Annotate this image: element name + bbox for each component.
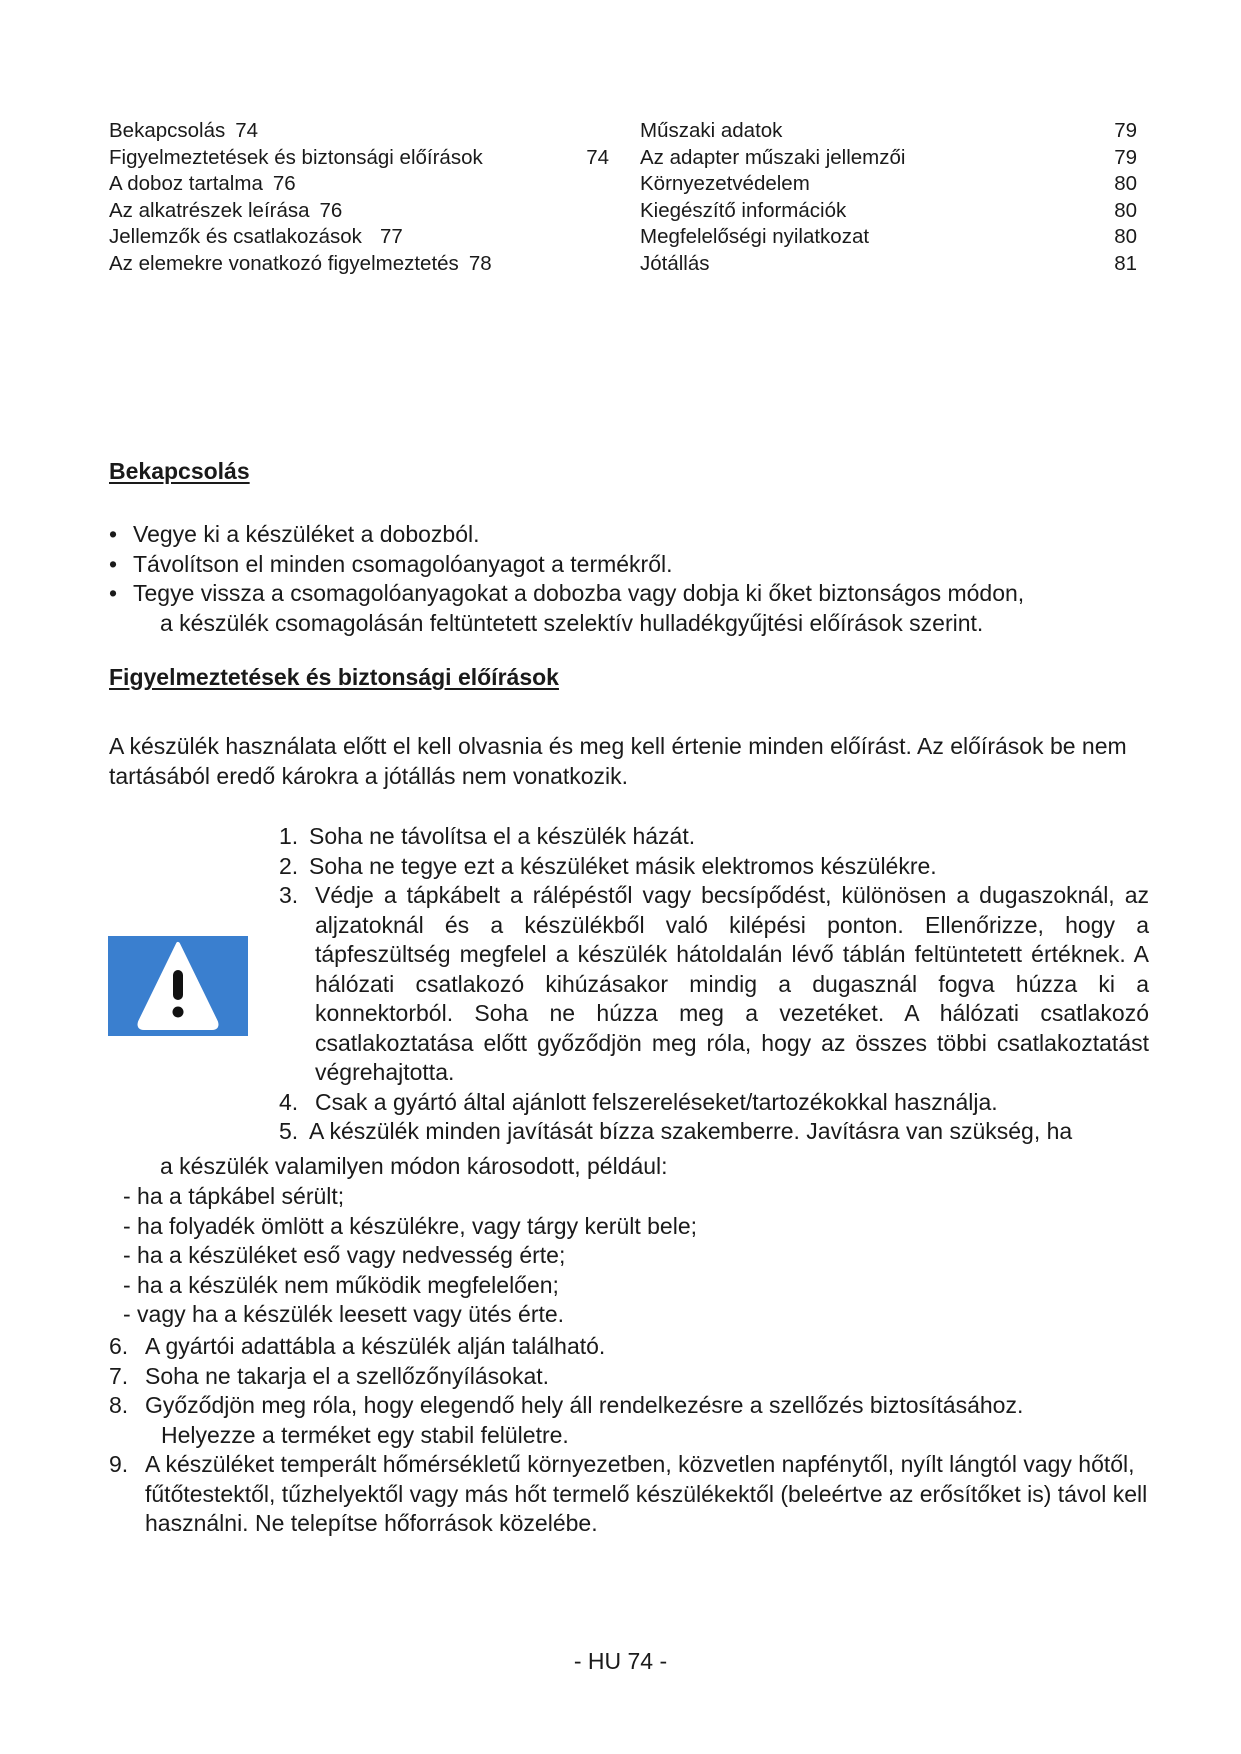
toc-entry-page: 77 xyxy=(379,225,403,248)
list-item-text-main: A gyártói adattábla a készülék alján található. xyxy=(145,1333,606,1359)
toc-entry-page: 81 xyxy=(1114,251,1137,275)
list-item-text: Vegye ki a készüléket a dobozból. xyxy=(133,521,480,547)
list-item-text-main: A készüléket temperált hőmérsékletű környezetben, közvetlen napfénytől, nyílt lángtól vagy hőtől, fűtőtestektől, tűzhelyektől vagy más hőt termelő készülékektől (beleértve az erősítőket is) távol kell használni. Ne telepítse hőforrások közelébe. xyxy=(145,1451,1148,1536)
numbered-list xyxy=(279,822,1149,1147)
toc-entry-page: 76 xyxy=(272,172,296,195)
list-item xyxy=(279,881,1149,1088)
list-item-number: 3. xyxy=(279,882,299,908)
toc-entry-label: Bekapcsolás xyxy=(109,119,226,142)
toc-entry-page: 80 xyxy=(1114,172,1137,195)
toc-entry-page: 74 xyxy=(235,119,259,142)
list-item-number: 4. xyxy=(279,1088,299,1115)
toc-entry xyxy=(640,145,1137,172)
list-item-text: A készülék minden javítását bízza szakemberre. Javításra van szükség, ha xyxy=(309,1118,1073,1144)
list-item-text xyxy=(145,1450,1149,1539)
toc-entry-label: Az alkatrészek leírása xyxy=(109,198,310,222)
list-item-number: 6. xyxy=(109,1333,129,1359)
list-item-text: Soha ne távolítsa el a készülék házát. xyxy=(309,823,696,849)
toc-entry xyxy=(109,145,609,172)
list-item: • Vegye ki a készüléket a dobozból. xyxy=(109,521,480,547)
toc-entry-page: 74 xyxy=(586,145,609,169)
toc-entry-label: Jellemzők és csatlakozások xyxy=(109,225,362,248)
list-item: - ha a készülék nem működik megfelelően; xyxy=(123,1271,559,1298)
list-item-text: Tegye vissza a csomagolóanyagokat a dobozba vagy dobja ki őket biztonságos módon, xyxy=(133,580,1025,606)
toc-entry-label: Megfelelőségi nyilatkozat xyxy=(640,225,870,248)
toc-entry-label: Figyelmeztetések és biztonsági előírások xyxy=(109,145,483,169)
list-item: - ha a készüléket eső vagy nedvesség érte; xyxy=(123,1242,566,1268)
numbered-list-lower xyxy=(109,1332,1149,1539)
page-number: - HU 74 - xyxy=(573,1648,668,1674)
list-item-continuation: a készülék valamilyen módon károsodott, például: xyxy=(160,1153,668,1179)
list-item: • Távolítson el minden csomagolóanyagot a termékről. xyxy=(109,550,673,577)
list-item: - vagy ha a készülék leesett vagy ütés érte. xyxy=(123,1301,565,1327)
bullet-list xyxy=(109,520,1139,638)
list-item-text xyxy=(145,1391,1149,1450)
toc-entry-label: Környezetvédelem xyxy=(640,172,810,195)
list-item-text: Védje a tápkábelt a rálépéstől vagy becsípődést, különösen a dugaszoknál, az aljzatoknál és a készülékből való kilépési ponton. Ellenőrizze, hogy a tápfeszültség megfelel a készülék hátoldalán lévő táblán feltüntetett értéknek. A hálózati csatlakozó kihúzásakor mindig a dugasznál fogva húzza ki a konnektorból. Soha ne húzza meg a vezetéket. A hálózati csatlakozó csatlakoztatása előtt győződjön meg róla, hogy az összes többi csatlakoztatást végrehajtotta. xyxy=(315,882,1149,1085)
toc-left-column xyxy=(109,118,609,277)
list-item: - ha folyadék ömlött a készülékre, vagy tárgy került bele; xyxy=(123,1212,698,1239)
list-item-number: 5. xyxy=(279,1118,299,1144)
section-heading-bekapcsolas: Bekapcsolás xyxy=(109,458,250,484)
list-item: • Tegye vissza a csomagolóanyagokat a dobozba vagy dobja ki őket biztonságos módon, a készülék csomagolásán feltüntetett szelektív hulladékgyűjtési előírások szerint. xyxy=(109,579,1139,638)
toc-entry xyxy=(109,251,609,278)
list-item-number: 1. xyxy=(279,823,299,849)
toc-entry xyxy=(640,224,1137,251)
list-item-text xyxy=(145,1332,1149,1362)
toc-entry-label: Jótállás xyxy=(640,251,710,275)
toc-entry xyxy=(640,118,1137,145)
toc-entry-page: 80 xyxy=(1114,198,1137,222)
list-item-text: Soha ne tegye ezt a készüléket másik elektromos készülékre. xyxy=(309,852,937,879)
toc-entry-page: 80 xyxy=(1114,225,1137,248)
list-item xyxy=(109,1362,1149,1392)
list-item-text: Távolítson el minden csomagolóanyagot a termékről. xyxy=(133,550,673,577)
list-item xyxy=(109,1391,1149,1450)
toc-entry xyxy=(640,171,1137,198)
toc-entry xyxy=(109,224,609,251)
toc-entry xyxy=(109,118,609,145)
list-item-number: 9. xyxy=(109,1451,129,1477)
toc-entry xyxy=(109,198,609,225)
toc-entry-page: 76 xyxy=(319,198,343,222)
toc-entry-label: Műszaki adatok xyxy=(640,119,783,142)
list-item xyxy=(279,1117,1149,1147)
toc-right-column xyxy=(640,118,1137,277)
warning-triangle-svg xyxy=(108,936,248,1036)
list-item xyxy=(279,852,1149,882)
list-item-text xyxy=(145,1362,1149,1392)
list-item-continuation: a készülék csomagolásán feltüntetett szelektív hulladékgyűjtési előírások szerint. xyxy=(160,609,984,636)
toc-entry-page: 78 xyxy=(468,251,492,275)
list-item-text-main: Győződjön meg róla, hogy elegendő hely áll rendelkezésre a szellőzés biztosításához. xyxy=(145,1392,1024,1418)
toc-entry xyxy=(640,251,1137,278)
list-item xyxy=(279,1088,1149,1118)
toc-entry-label: Az elemekre vonatkozó figyelmeztetés xyxy=(109,251,459,275)
list-item-number: 2. xyxy=(279,852,299,879)
toc-entry xyxy=(109,171,609,198)
toc-entry-label: Az adapter műszaki jellemzői xyxy=(640,145,906,169)
list-item: - ha a tápkábel sérült; xyxy=(123,1183,345,1209)
list-item-text-main: Soha ne takarja el a szellőzőnyílásokat. xyxy=(145,1362,550,1389)
list-item xyxy=(109,1332,1149,1362)
warning-triangle-icon xyxy=(108,936,248,1036)
list-item-continuation: Helyezze a terméket egy stabil felületre. xyxy=(161,1421,569,1448)
toc-entry-page: 79 xyxy=(1114,145,1137,169)
list-item-text: Csak a gyártó által ajánlott felszereléseket/tartozékokkal használja. xyxy=(315,1088,998,1115)
toc-entry-page: 79 xyxy=(1114,119,1137,142)
list-item xyxy=(109,1450,1149,1539)
toc-entry-label: Kiegészítő információk xyxy=(640,198,847,222)
toc-entry-label: A doboz tartalma xyxy=(109,172,263,195)
list-item-number: 8. xyxy=(109,1392,129,1418)
list-item xyxy=(279,822,1149,852)
list-item-number: 7. xyxy=(109,1362,129,1389)
section-heading-figyelmeztetesek: Figyelmeztetések és biztonsági előírások xyxy=(109,664,559,690)
toc-entry xyxy=(640,198,1137,225)
intro-paragraph: A készülék használata előtt el kell olvasnia és meg kell értenie minden előírást. Az előírások be nem tartásából eredő károkra a jótállás nem vonatkozik. xyxy=(109,733,1127,789)
dash-list xyxy=(123,1182,697,1330)
